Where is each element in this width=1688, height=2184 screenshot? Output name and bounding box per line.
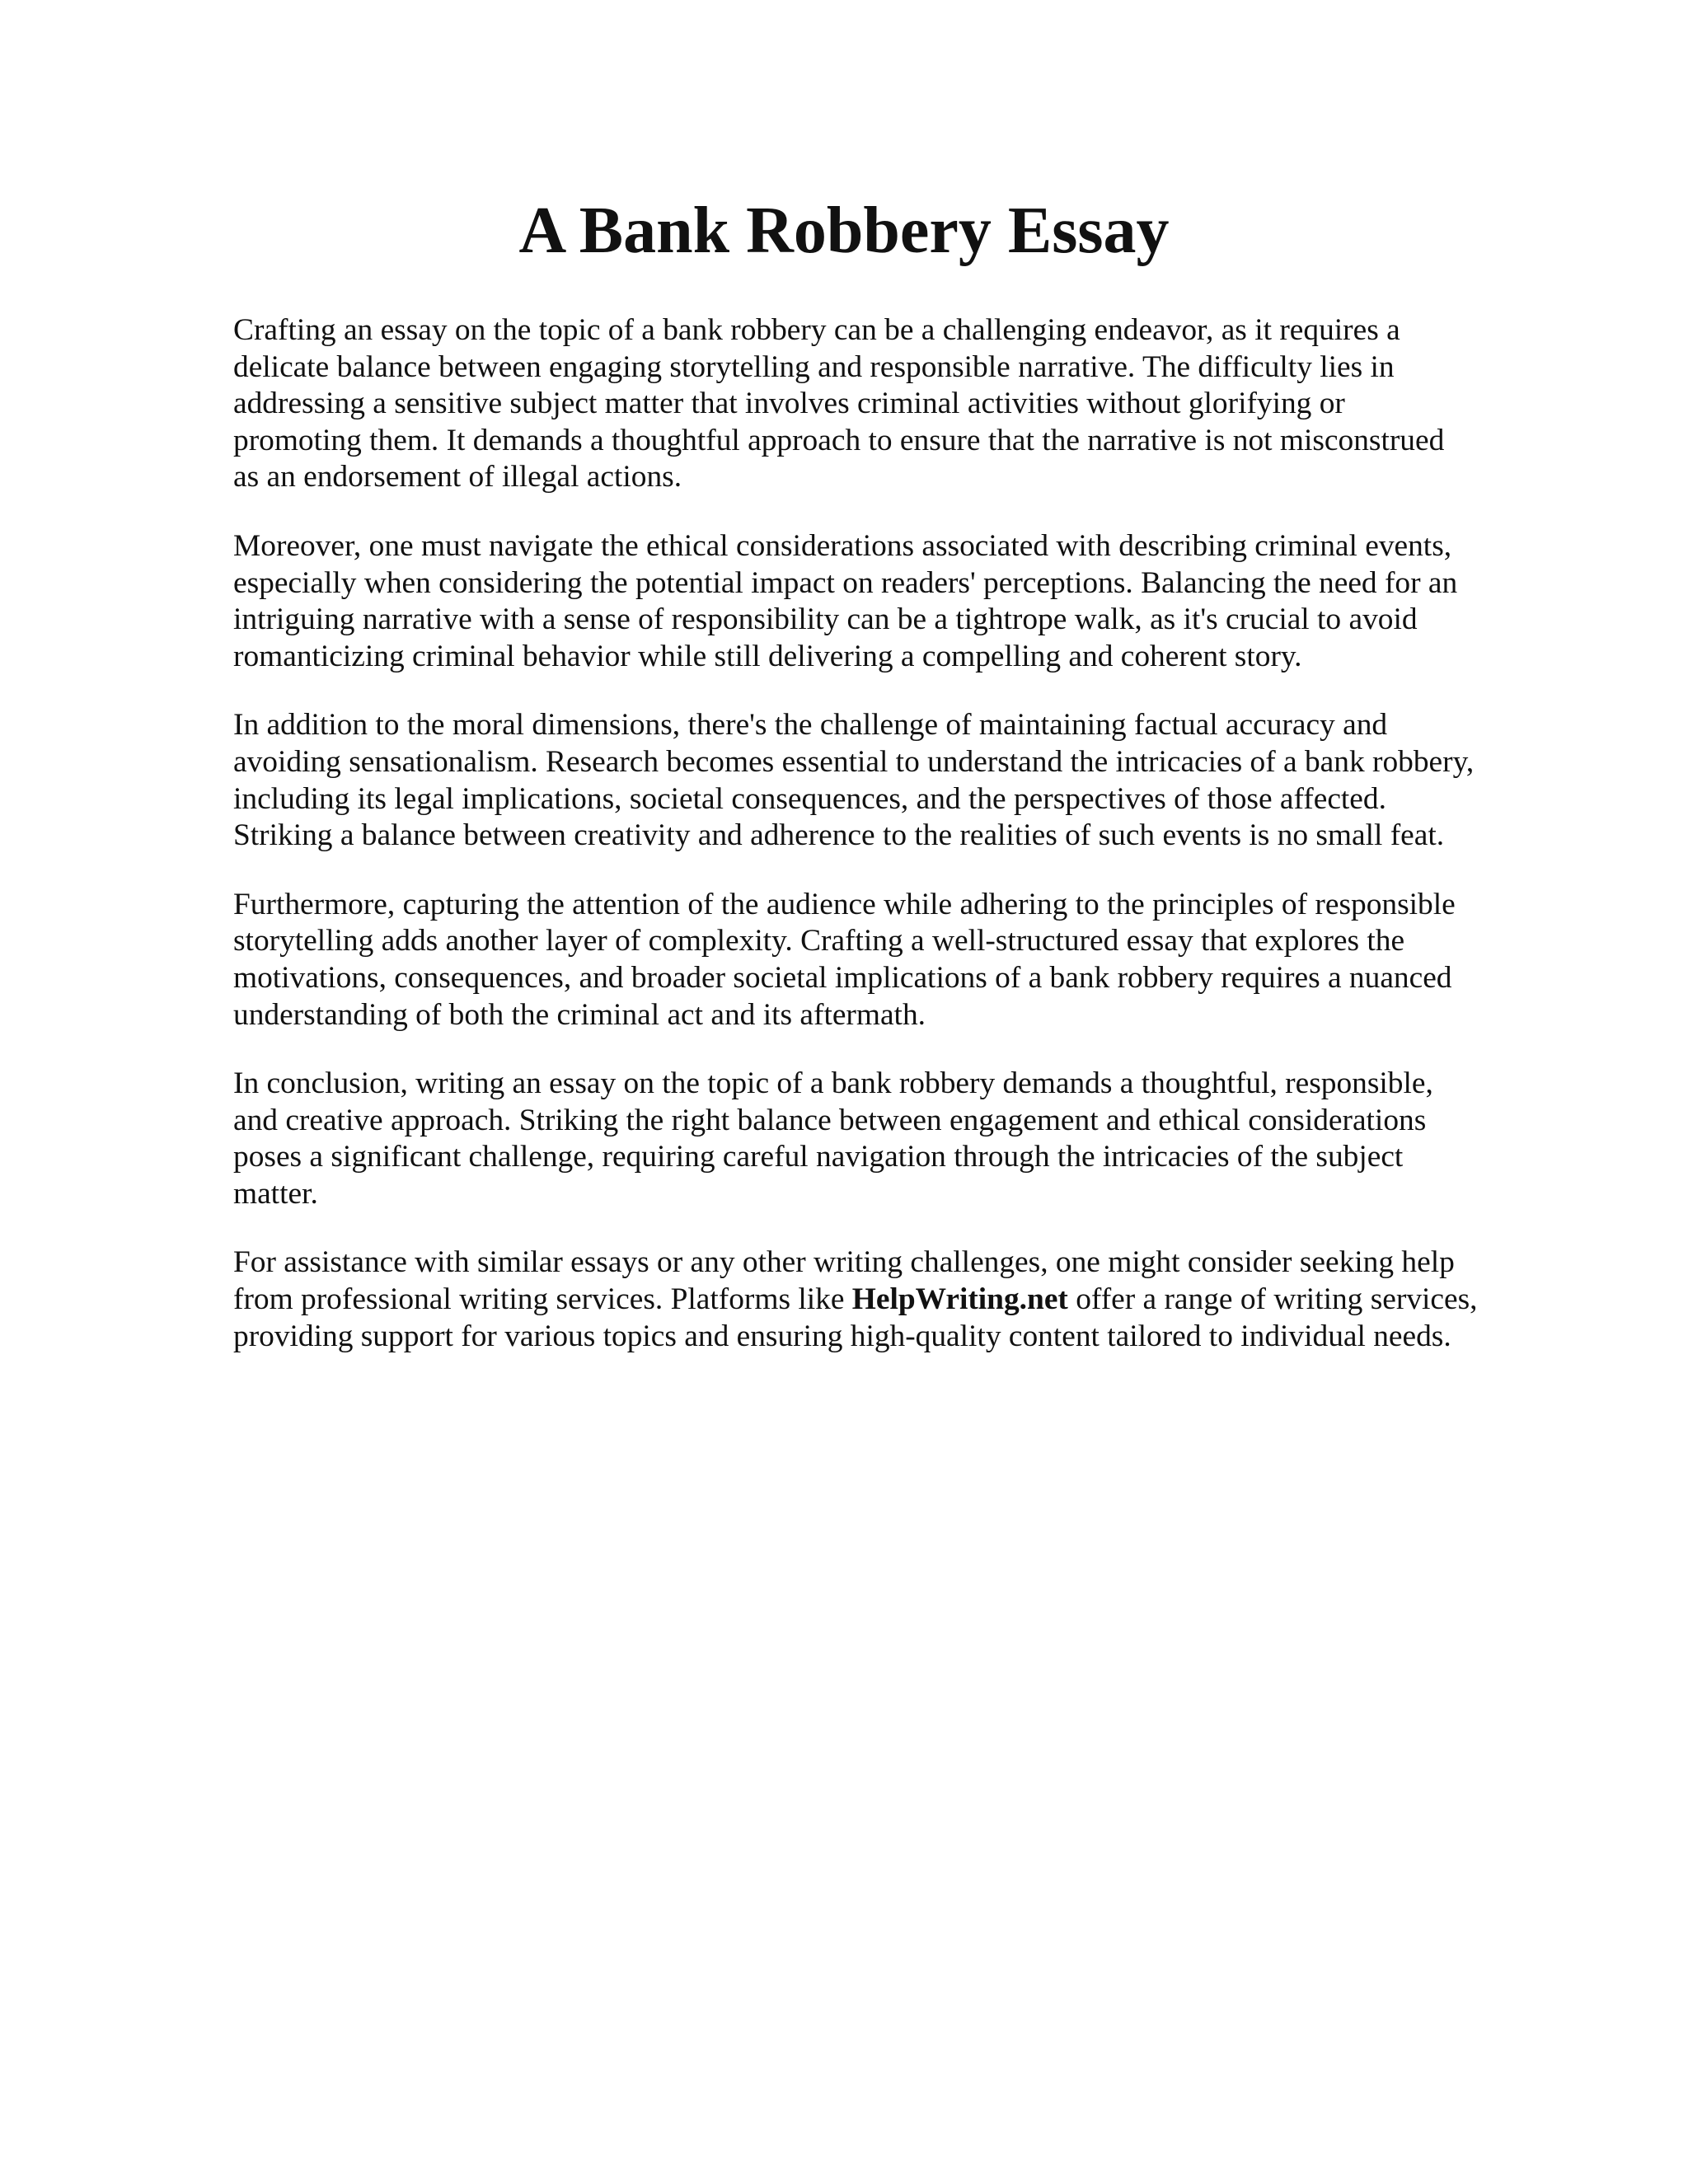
text-line: romanticizing criminal behavior while still delivering a compelling and coherent story. [233, 639, 1302, 673]
text-line: matter. [233, 1176, 318, 1211]
text-line: intriguing narrative with a sense of responsibility can be a tightrope walk, as it's crucial to avoid [233, 602, 1418, 637]
page-title: A Bank Robbery Essay [518, 194, 1170, 267]
text-line: and creative approach. Striking the right balance between engagement and ethical considerations [233, 1103, 1427, 1137]
text-line: motivations, consequences, and broader societal implications of a bank robbery requires a nuanced [233, 960, 1452, 995]
text-line: Striking a balance between creativity and adherence to the realities of such events is no small feat. [233, 818, 1445, 853]
text-line: understanding of both the criminal act and its aftermath. [233, 997, 926, 1032]
text-line-with-link [233, 1282, 1577, 1319]
text-line: poses a significant challenge, requiring careful navigation through the intricacies of the subject [233, 1140, 1404, 1174]
essay-body [233, 312, 1577, 1387]
text-line: avoiding sensationalism. Research becomes essential to understand the intricacies of a bank robbery, [233, 744, 1475, 779]
text-line: For assistance with similar essays or any other writing challenges, one might consider seeking help [233, 1245, 1455, 1280]
text-segment: offer a range of writing services, [1067, 1282, 1478, 1317]
text-line: as an endorsement of illegal actions. [233, 460, 682, 494]
text-line: In addition to the moral dimensions, there's the challenge of maintaining factual accuracy and [233, 708, 1388, 743]
text-line: storytelling adds another layer of complexity. Crafting a well-structured essay that explores the [233, 924, 1405, 958]
text-line: delicate balance between engaging storytelling and responsible narrative. The difficulty lies in [233, 349, 1395, 384]
text-line: Moreover, one must navigate the ethical considerations associated with describing criminal events, [233, 528, 1452, 563]
text-line: Crafting an essay on the topic of a bank robbery can be a challenging endeavor, as it requires a [233, 313, 1400, 347]
paragraph-4 [233, 887, 1577, 1033]
paragraph-3 [233, 707, 1577, 854]
text-line: especially when considering the potential impact on readers' perceptions. Balancing the need for an [233, 565, 1458, 600]
text-line: promoting them. It demands a thoughtful approach to ensure that the narrative is not misconstrued [233, 423, 1445, 457]
text-line: Furthermore, capturing the attention of the audience while adhering to the principles of responsible [233, 887, 1456, 921]
text-line: addressing a sensitive subject matter that involves criminal activities without glorifying or [233, 387, 1345, 421]
text-line: In conclusion, writing an essay on the topic of a bank robbery demands a thoughtful, responsible, [233, 1066, 1433, 1101]
paragraph-2 [233, 528, 1577, 675]
text-line: including its legal implications, societal consequences, and the perspectives of those affected. [233, 781, 1386, 816]
text-line: providing support for various topics and ensuring high-quality content tailored to individual needs. [233, 1319, 1451, 1353]
paragraph-1 [233, 312, 1577, 496]
helpwriting-link[interactable]: HelpWriting.net [851, 1282, 1068, 1317]
paragraph-5 [233, 1066, 1577, 1212]
paragraph-6 [233, 1244, 1577, 1355]
text-segment: from professional writing services. Platforms like [233, 1282, 852, 1317]
